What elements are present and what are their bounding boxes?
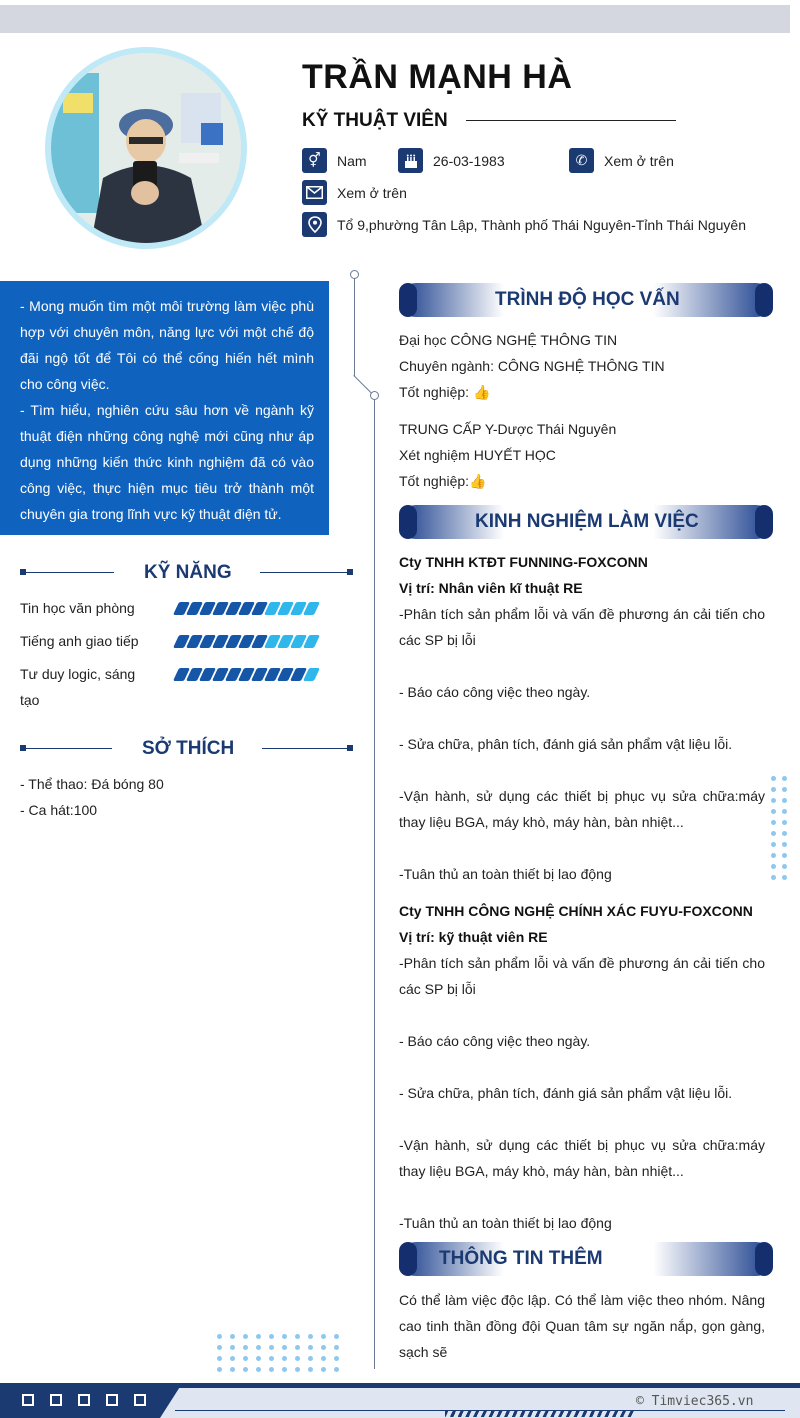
decor-dot <box>782 787 787 792</box>
school-name: Đại học CÔNG NGHỆ THÔNG TIN <box>399 332 618 348</box>
job-duty: -Phân tích sản phẩm lỗi và vấn đề phương án cải tiến cho các SP bị lỗi <box>399 955 765 997</box>
major: Xét nghiệm HUYẾT HỌC <box>399 447 556 463</box>
decor-dot <box>230 1356 235 1361</box>
job-entry <box>399 549 765 887</box>
decor-dot <box>782 798 787 803</box>
avatar <box>45 47 247 249</box>
job-duty: - Báo cáo công việc theo ngày. <box>399 684 591 700</box>
graduation: Tốt nghiệp: 👍 <box>399 384 491 400</box>
decor-dot <box>771 776 776 781</box>
decor-dot <box>771 842 776 847</box>
phone-icon: ✆ <box>569 148 594 173</box>
decor-dot <box>334 1356 339 1361</box>
decor-dot <box>771 809 776 814</box>
decor-dot <box>269 1334 274 1339</box>
email-value[interactable]: Xem ở trên <box>337 184 407 201</box>
decor-dot <box>782 875 787 880</box>
decor-dot <box>771 853 776 858</box>
decor-dot <box>269 1356 274 1361</box>
school-name: TRUNG CẤP Y-Dược Thái Nguyên <box>399 421 617 437</box>
job-duty: - Sửa chữa, phân tích, đánh giá sản phẩm vật liệu lỗi. <box>399 1085 733 1101</box>
decor-dot <box>217 1367 222 1372</box>
hobby-item: - Ca hát:100 <box>20 802 98 818</box>
decor-dot <box>782 820 787 825</box>
decor-dot <box>282 1345 287 1350</box>
skill-name: Tư duy logic, sáng tạo <box>20 666 136 708</box>
decor-dot <box>295 1356 300 1361</box>
skill-rating <box>176 635 317 648</box>
education-heading: TRÌNH ĐỘ HỌC VẤN <box>495 289 680 310</box>
footer-square-icon <box>134 1394 146 1406</box>
job-duty: -Phân tích sản phẩm lỗi và vấn đề phương án cải tiến cho các SP bị lỗi <box>399 606 765 648</box>
candidate-name: TRẦN MẠNH HÀ <box>302 58 573 96</box>
timeline-line <box>354 276 355 376</box>
decor-dot <box>295 1367 300 1372</box>
decor-dot <box>782 842 787 847</box>
decor-dot <box>782 853 787 858</box>
experience-banner <box>399 505 773 539</box>
decor-dot <box>334 1345 339 1350</box>
decor-dot <box>256 1356 261 1361</box>
heading-line <box>260 572 348 573</box>
title-divider <box>466 120 676 121</box>
major: Chuyên ngành: CÔNG NGHỆ THÔNG TIN <box>399 358 665 374</box>
timeline-dot <box>350 270 359 279</box>
contact-email <box>302 180 407 205</box>
contact-phone <box>569 148 674 173</box>
hobbies-heading: SỞ THÍCH <box>142 738 235 759</box>
footer-stripes <box>445 1411 635 1417</box>
decor-dot <box>243 1367 248 1372</box>
decor-dot <box>217 1334 222 1339</box>
contact-birthday <box>398 148 505 173</box>
decor-dot <box>334 1334 339 1339</box>
decor-dot <box>295 1334 300 1339</box>
skills-heading: KỸ NĂNG <box>144 562 232 583</box>
decor-dot <box>243 1356 248 1361</box>
job-duty: - Sửa chữa, phân tích, đánh giá sản phẩm vật liệu lỗi. <box>399 736 733 752</box>
decor-dot <box>230 1345 235 1350</box>
skill-rating <box>176 602 317 615</box>
decor-dot <box>308 1367 313 1372</box>
contact-gender <box>302 148 367 173</box>
footer-square-icon <box>22 1394 34 1406</box>
decor-dot <box>256 1345 261 1350</box>
decor-dot <box>256 1367 261 1372</box>
avatar-photo <box>51 53 241 243</box>
dot-pattern <box>217 1334 339 1372</box>
decor-dot <box>771 831 776 836</box>
footer-square-icon <box>78 1394 90 1406</box>
decor-dot <box>269 1345 274 1350</box>
job-entry <box>399 898 765 1236</box>
decor-dot <box>308 1345 313 1350</box>
timeline-dot <box>370 391 379 400</box>
job-duty: -Vận hành, sử dụng các thiết bị phục vụ sửa chữa:máy thay liệu BGA, máy khò, máy hàn, bàn nhiệt... <box>399 1137 765 1179</box>
decor-dot <box>282 1356 287 1361</box>
decor-dot <box>771 875 776 880</box>
job-duty: -Vận hành, sử dụng các thiết bị phục vụ sửa chữa:máy thay liệu BGA, máy khò, máy hàn, bàn nhiệt... <box>399 788 765 830</box>
hobby-item: - Thể thao: Đá bóng 80 <box>20 776 164 792</box>
decor-dot <box>782 864 787 869</box>
timeline-line <box>374 396 375 1369</box>
contact-address <box>302 212 746 237</box>
objective-paragraph-2: - Tìm hiểu, nghiên cứu sâu hơn về ngành kỹ thuật điện những công nghệ mới cũng như áp dụng những kiến thức kinh nghiệm đã có vào công việc, thực hiện mục tiêu trở thành một chuyên gia trong lĩnh vực kỹ thuật điện tử. <box>20 402 314 522</box>
decor-dot <box>308 1334 313 1339</box>
skill-rating <box>176 668 317 681</box>
decor-dot <box>321 1334 326 1339</box>
education-entry <box>399 416 765 494</box>
decor-dot <box>282 1367 287 1372</box>
experience-heading: KINH NGHIỆM LÀM VIỆC <box>475 511 699 532</box>
footer-square-icon <box>50 1394 62 1406</box>
decor-dot <box>771 787 776 792</box>
company-name: Cty TNHH KTĐT FUNNING-FOXCONN <box>399 554 648 570</box>
decor-dot <box>334 1367 339 1372</box>
job-title: KỸ THUẬT VIÊN <box>302 110 448 131</box>
decor-dot <box>321 1367 326 1372</box>
heading-marker <box>347 569 353 575</box>
company-name: Cty TNHH CÔNG NGHỆ CHÍNH XÁC FUYU-FOXCONN <box>399 903 753 919</box>
decor-dot <box>217 1345 222 1350</box>
decor-dot <box>269 1367 274 1372</box>
phone-value[interactable]: Xem ở trên <box>604 152 674 169</box>
heading-marker <box>347 745 353 751</box>
objective-paragraph-1: - Mong muốn tìm một môi trường làm việc phù hợp với chuyên môn, năng lực với một chế độ đãi ngộ tốt để Tôi có thể cống hiến hết mình cho công việc. <box>20 298 314 392</box>
address-value: Tổ 9,phường Tân Lập, Thành phố Thái Nguyên-Tỉnh Thái Nguyên <box>337 216 747 233</box>
copyright-watermark: © Timviec365.vn <box>636 1394 754 1409</box>
graduation: Tốt nghiệp:👍 <box>399 473 487 489</box>
career-objective <box>0 281 329 535</box>
skill-name: Tiếng anh giao tiếp <box>20 633 139 649</box>
education-entry <box>399 327 765 405</box>
birthday-cake-icon <box>398 148 423 173</box>
location-pin-icon <box>302 212 327 237</box>
decor-dot <box>243 1345 248 1350</box>
birthday-value: 26-03-1983 <box>433 152 505 169</box>
additional-info-text: Có thể làm việc độc lập. Có thể làm việc theo nhóm. Nâng cao tinh thần đồng đội Quan tâm sự ngăn nắp, gọn gàng, sạch sẽ <box>399 1292 765 1360</box>
decor-dot <box>782 776 787 781</box>
heading-line <box>262 748 348 749</box>
decor-dot <box>217 1356 222 1361</box>
top-bar <box>0 5 790 33</box>
heading-line <box>26 572 114 573</box>
heading-line <box>26 748 112 749</box>
gender-value: Nam <box>337 152 367 169</box>
decor-dot <box>308 1356 313 1361</box>
decor-dot <box>782 831 787 836</box>
dot-pattern <box>771 776 787 880</box>
decor-dot <box>782 809 787 814</box>
decor-dot <box>282 1334 287 1339</box>
footer-square-icon <box>106 1394 118 1406</box>
decor-dot <box>321 1345 326 1350</box>
email-icon <box>302 180 327 205</box>
decor-dot <box>295 1345 300 1350</box>
additional-heading: THÔNG TIN THÊM <box>439 1248 603 1269</box>
skill-name: Tin học văn phòng <box>20 600 135 616</box>
job-position: Vị trí: kỹ thuật viên RE <box>399 929 548 945</box>
decor-dot <box>256 1334 261 1339</box>
decor-dot <box>321 1356 326 1361</box>
job-duty: -Tuân thủ an toàn thiết bị lao động <box>399 866 612 882</box>
decor-dot <box>771 798 776 803</box>
additional-banner <box>399 1242 773 1276</box>
job-duty: - Báo cáo công việc theo ngày. <box>399 1033 591 1049</box>
decor-dot <box>243 1334 248 1339</box>
gender-icon: ⚥ <box>302 148 327 173</box>
decor-dot <box>771 864 776 869</box>
decor-dot <box>230 1367 235 1372</box>
decor-dot <box>230 1334 235 1339</box>
job-position: Vị trí: Nhân viên kĩ thuật RE <box>399 580 583 596</box>
job-duty: -Tuân thủ an toàn thiết bị lao động <box>399 1215 612 1231</box>
person-photo-placeholder <box>51 53 241 243</box>
education-banner <box>399 283 773 317</box>
decor-dot <box>771 820 776 825</box>
